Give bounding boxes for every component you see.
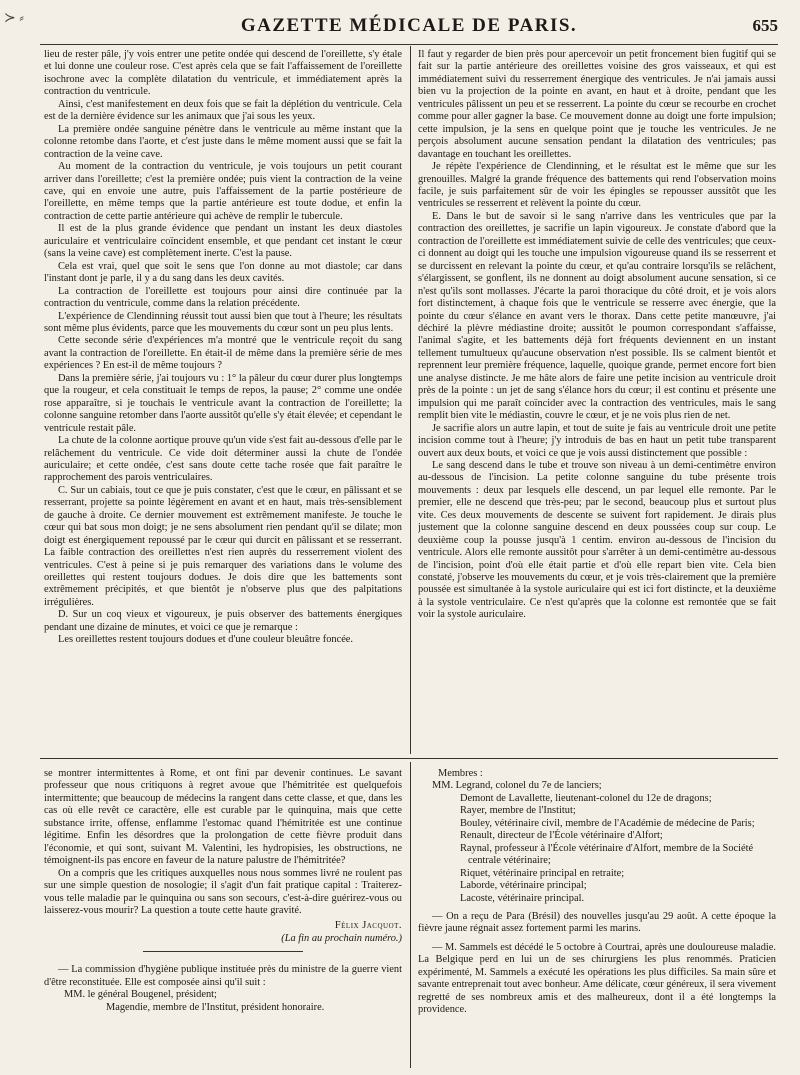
commission-member: MM. le général Bougenel, président; xyxy=(64,989,217,1001)
paragraph: C. Sur un cabiais, tout ce que je puis constater, c'est que le cœur, en pâlissant et se resserrant, projette sa pointe légèrement en avant et en haut, mais très-sensiblement de gauche à droite. Ce dernier mouvement est extrêmement manifeste. Je touche le cœur qui bat sous mon doigt; je ne sens absolument rien pendant qu'il se dilate; mon doigt est énergiquement repoussé par le cœur qui durcit en pâlissant et se resserrant. La faible contraction des oreillettes n'est rien auprès du resserrement violent des ventricules. C'est à peine si je puis remarquer des variations dans le volume des oreillettes qui restent toujours dodues. Je dois dire que les battements sont extrêmement précipités, et que bientôt je n'observe plus que des palpitations irrégulières. xyxy=(44,484,402,608)
member-item: Riquet, vétérinaire principal en retraite; xyxy=(460,867,625,879)
paragraph: La contraction de l'oreillette est toujours pour ainsi dire continuée par la contraction du ventricule, comme dans la relation précédente. xyxy=(44,285,402,310)
paragraph: Dans la première série, j'ai toujours vu : 1° la pâleur du cœur durer plus longtemps que la rougeur, et cela constituait le temps de repos, la pause; 2° comme une ondée rose apparaître, si je touchais le ventricule avant la contraction de l'oreillette; la colonne sanguine retomber dans l'aorte aussitôt qu'elle s'y était élevée; et cependant le ventricule restait pâle. xyxy=(44,372,402,434)
bottom-right-column xyxy=(418,768,776,1068)
header-rule xyxy=(40,44,778,45)
paragraph: Ainsi, c'est manifestement en deux fois que se fait la déplétion du ventricule. Cela est de la dernière évidence sur les animaux que j'ai sous les yeux. xyxy=(44,98,402,123)
member-item: Demont de Lavallette, lieutenant-colonel du 12e de dragons; xyxy=(460,792,712,804)
top-left-column xyxy=(44,49,402,751)
journal-title: GAZETTE MÉDICALE DE PARIS. xyxy=(240,15,578,36)
paragraph: E. Dans le but de savoir si le sang n'arrive dans les ventricules que par la contraction des oreillettes, je sacrifie un lapin vigoureux. Je constate d'abord que la contraction de l'oreillette est immédiatement suivie de celle des ventricules; que ceux-ci donnent au doigt qui les touche une impulsion vigoureuse quand ils se resserrent et se durcissent en relevant la pointe du cœur, et qu'au contraire lorsqu'ils se relâchent, s'élargissent, se gonflent, ils ne donnent au doigt absolument aucune sensation, si ce n'est qu'ils sont mollasses. J'écarte la paroi thoracique du côté droit, et je vois alors fort distinctement, à chaque fois que le ventricule se resserre avec énergie, que la pointe du cœur s'élance en avant vers le thorax. Dans cette petite manœuvre, j'ai déchiré la plèvre médiastine droite; aussitôt le poumon correspondant s'affaisse, l'animal s'agite, et les battements déjà fort fréquents deviennent en un instant tellement tumultueux qu'aucune observation n'est possible. Ils se calment bientôt et reprennent leur première fréquence, laquelle, quoique grande, permet encore fort bien une analyse distincte. Je me hâte alors de faire une petite incision au ventricule droit près de la pointe : un jet de sang s'élance hors du cœur; il est continu et présente une impulsion qui me paraît coïncider avec la contraction des ventricules, mais le sang remplit bien vite le médiastin, couvre le cœur, et je ne vois plus rien de net. xyxy=(418,210,776,422)
commission-member: Magendie, membre de l'Institut, président honoraire. xyxy=(106,1001,325,1013)
members-heading: Membres : xyxy=(438,768,483,779)
bottom-left-column xyxy=(44,768,402,1068)
member-item: Raynal, professeur à l'École vétérinaire d'Alfort, membre de la Société centrale vétérinaire; xyxy=(460,842,754,867)
paragraph: lieu de rester pâle, j'y vois entrer une petite ondée qui descend de l'oreillette, s'y étale et lui donne une couleur rose. C'est après cela que se fait l'affaissement de l'oreillette isochrone avec la complète dilatation du ventricule, et immédiatement après la contraction du ventricule. xyxy=(44,49,402,98)
paragraph: Je sacrifie alors un autre lapin, et tout de suite je fais au ventricule droit une petite incision comme tout à l'heure; j'y introduis de bas en haut un petit tube transparent ouvert aux deux bouts, et voici ce que je vois aussi distinctement que possible : xyxy=(418,422,776,459)
margin-mark: ≻ ⸗ xyxy=(4,11,24,26)
member-item: Bouley, vétérinaire civil, membre de l'Académie de médecine de Paris; xyxy=(460,817,755,829)
commission-notice: — La commission d'hygiène publique instituée près du ministre de la guerre vient d'être reconstituée. Elle est composée ainsi qu'il suit : xyxy=(44,964,402,988)
separator-rule xyxy=(143,951,303,952)
paragraph: Il est de la plus grande évidence que pendant un instant les deux diastoles auriculaire et ventriculaire coïncident ensemble, et que pendant cet instant le cœur (sans la veine cave) est complètement inerte. C'est la pause. xyxy=(44,223,402,260)
paragraph: La chute de la colonne aortique prouve qu'un vide s'est fait au-dessous d'elle par le relâchement du ventricule. Ce vide doit déterminer aussi la chute de l'ondée auriculaire; et cette ondée, c'est sans doute cette tache rosée que fait paraître le rapprochement des parois ventriculaires. xyxy=(44,435,402,484)
paragraph: Le sang descend dans le tube et trouve son niveau à un demi-centimètre environ au-dessous de l'incision. La petite colonne sanguine du tube présente trois mouvements : deux par lesquels elle descend, un par lequel elle remonte. Par le premier, elle ne descend que très-peu; par le second, beaucoup plus et surtout plus vite. Ces deux mouvements de descente se suivent fort rapidement. Je dirais plus justement que la colonne sanguine descend en deux poussées coup sur coup. Le deuxième coup la pousse jusqu'à 1 centim. environ au-dessous de l'incision du ventricule. Alors elle remonte aussitôt pour s'arrêter à un demi-centimètre au-dessous de l'incision, point d'où elle était partie et d'où elle repart bien vite. Cela bien constaté, j'observe les mouvements du cœur, et je vois très-clairement que la première poussée est simultanée à la systole auriculaire qui est ici fort distincte, et la deuxième à la systole ventriculaire. Ce n'est qu'après que la colonne est remontée que se fait voir la systole auriculaire. xyxy=(418,459,776,621)
news-item: — M. Sammels est décédé le 5 octobre à Courtrai, après une douloureuse maladie. La Belgique perd en lui un de ses chirurgiens les plus renommés. Praticien expérimenté, M. Sammels a exécuté les opérations les plus difficiles. Sa main sûre et savante entreprenait tout avec bonheur. Ame délicate, cœur généreux, il sera vivement regretté de ses nombreux amis et des malheureux, dont il a été longtemps la providence. xyxy=(418,941,776,1016)
top-right-column xyxy=(418,49,776,751)
page-number: 655 xyxy=(752,16,778,35)
member-item: Lacoste, vétérinaire principal. xyxy=(460,892,585,904)
member-item: Rayer, membre de l'Institut; xyxy=(460,805,576,817)
members-list xyxy=(418,780,776,905)
paragraph: Je répète l'expérience de Clendinning, et le résultat est le même que sur les grenouilles. Malgré la grande fréquence des battements qui rend l'observation moins facile, je suis parfaitement sûr de voir les épingles se repousser aussitôt que les ventricules se resserrent et relèvent la pointe du cœur. xyxy=(418,161,776,210)
paragraph: se montrer intermittentes à Rome, et ont fini par devenir continues. Le savant professeur que nous critiquons à regret avoue que l'hémitritée est quelquefois intermittente; que beaucoup de médecins la rangent dans cette classe, et que, dans les cas où elle revêt ce caractère, elle est curable par le quinquina, mais que cette substance irrite, offense, enflamme l'estomac quand l'hémitritée est une continue légitime. Enfin les désordres que la prolongation de cette fièvre produit dans l'économie, et qui sont, suivant M. Valentini, les hydropisies, les obstructions, ne témoignent-ils pas encore en faveur de la nature palustre de l'hémitritée? xyxy=(44,768,402,867)
column-divider xyxy=(410,46,411,754)
author-signature: Félix Jacquot. xyxy=(334,920,402,932)
paragraph: Cela est vrai, quel que soit le sens que l'on donne au mot diastole; car dans l'instant dont je parle, il y a du sang dans les deux cavités. xyxy=(44,260,402,285)
paragraph: Les oreillettes restent toujours dodues et d'une couleur bleuâtre foncée. xyxy=(58,634,354,646)
continuation-note: (La fin au prochain numéro.) xyxy=(281,932,402,944)
paragraph: Au moment de la contraction du ventricule, je vois toujours un petit courant arriver dans l'oreillette; c'est la première ondée; puis vient la contraction de la veine cave, qui en envoie une autre, puis l'affaissement de la partie postérieure de l'oreillette, en même temps que la partie antérieure est toute dodue, et enfin la contraction de cette partie antérieure qui achève de remplir le tubercule. xyxy=(44,161,402,222)
page-header xyxy=(40,14,778,38)
news-item: — On a reçu de Para (Brésil) des nouvelles jusqu'au 29 août. A cette époque la fièvre jaune régnait assez fortement parmi les marins. xyxy=(418,910,776,935)
paragraph: L'expérience de Clendinning réussit tout aussi bien que tout à l'heure; les résultats sont même plus évidents, parce que les mouvements du cœur sont un peu plus lents. xyxy=(44,310,402,334)
member-item: Renault, directeur de l'École vétérinaire d'Alfort; xyxy=(460,830,663,842)
paragraph: Cette seconde série d'expériences m'a montré que le ventricule reçoit du sang avant la contraction de l'oreillette. En était-il de même dans la première série de mes expériences ? En est-il de même toujours ? xyxy=(44,335,402,372)
paragraph: Il faut y regarder de bien près pour apercevoir un petit froncement bien fugitif qui se fait sur la partie antérieure des oreillettes voisine des gros vaisseaux, et qui est immédiatement suivi du resserrement énergique des ventricules. Je n'ai jamais aussi bien vu la projection de la pointe en avant, en haut et à droite, pendant que les ventricules pâlissent un peu et se resserrent. La pointe du cœur se recourbe en crochet comme pour aller gagner la base. Ce mouvement donne au doigt une forte impulsion; cette impulsion, je la sens en quelque point que je touche les ventricules. Je ne perçois absolument aucune sensation pendant la dilatation des ventricules; pas davantage en touchant les oreillettes. xyxy=(418,49,776,160)
member-item: Laborde, vétérinaire principal; xyxy=(460,880,587,892)
paragraph: On a compris que les critiques auxquelles nous nous sommes livré ne roulent pas sur une simple question de nosologie; il s'agit d'un fait pratique capital : Traiterez-vous telle maladie par le quinquina ou sans son secours, c'est-à-dire guérirez-vous ou laisserez-vous mourir? La question a toute cette haute gravité. xyxy=(44,867,402,916)
column-divider xyxy=(410,762,411,1068)
section-rule xyxy=(40,758,778,759)
paragraph: La première ondée sanguine pénètre dans le ventricule au même instant que la colonne retombe dans l'aorte, et c'est juste dans le même moment aussi que se fait la contraction de la veine cave. xyxy=(44,123,402,160)
member-item: MM. Legrand, colonel du 7e de lanciers; xyxy=(432,780,602,792)
paragraph: D. Sur un coq vieux et vigoureux, je puis observer des battements énergiques pendant une dizaine de minutes, et voici ce que je remarque : xyxy=(44,609,402,633)
